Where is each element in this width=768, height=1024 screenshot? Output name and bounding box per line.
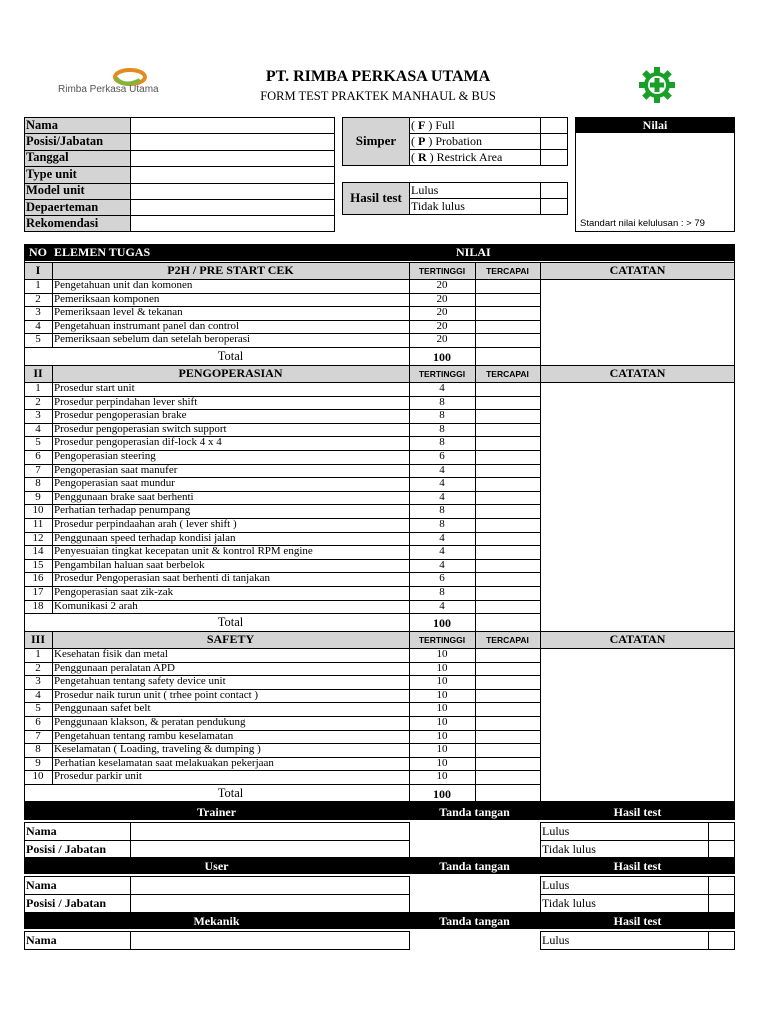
total-score-input[interactable] [476, 614, 539, 630]
item-no: 14 [32, 545, 44, 558]
item-text: Penggunaan peralatan APD [54, 661, 175, 674]
item-max-score: 10 [436, 716, 448, 728]
item-text: Prosedur start unit [54, 382, 135, 394]
item-max-score: 4 [439, 545, 445, 558]
item-score-input[interactable] [476, 546, 539, 559]
item-text: Prosedur perpindaahan arah ( lever shift ) [54, 518, 237, 530]
signoff-sign-label: Tanda tangan [439, 805, 510, 819]
item-score-input[interactable] [476, 560, 539, 573]
item-score-input[interactable] [476, 280, 539, 293]
signoff-field-label: Posisi / Jabatan [26, 896, 107, 910]
hasil-test-lulus: Lulus [411, 183, 439, 197]
item-score-input[interactable] [476, 307, 539, 320]
item-no: 2 [35, 395, 41, 408]
item-score-input[interactable] [476, 663, 539, 676]
item-score-input[interactable] [476, 437, 539, 450]
item-text: Pemeriksaan level & tekanan [54, 306, 183, 319]
item-max-score: 10 [436, 688, 448, 701]
signoff-field-input[interactable] [131, 895, 408, 911]
item-score-input[interactable] [476, 505, 539, 518]
total-value: 100 [433, 616, 451, 631]
signature-area[interactable] [409, 931, 541, 950]
item-score-input[interactable] [476, 731, 539, 744]
section-roman: III [30, 632, 45, 646]
total-label: Total [217, 349, 244, 363]
col-tercapai: TERCAPAI [486, 635, 529, 645]
hasil-test-label: Hasil test [350, 190, 402, 205]
item-score-input[interactable] [476, 424, 539, 437]
item-text: Pengetahuan tentang safety device unit [54, 675, 226, 688]
item-text: Pengetahuan unit dan komonen [54, 279, 193, 291]
item-score-input[interactable] [476, 334, 539, 347]
item-no: 7 [35, 729, 41, 742]
item-max-score: 8 [439, 436, 445, 449]
standard-note: Standart nilai kelulusan : > 79 [580, 218, 705, 229]
signoff-result-checkbox[interactable] [709, 841, 734, 857]
item-text: Penggunaan safet belt [54, 702, 151, 715]
total-score-input[interactable] [476, 348, 539, 364]
item-max-score: 8 [439, 395, 445, 408]
section-title: PENGOPERASIAN [178, 366, 283, 380]
item-max-score: 4 [439, 382, 445, 394]
item-text: Pengoperasian steering [54, 450, 156, 462]
main-header-nilai: NILAI [456, 245, 491, 259]
item-score-input[interactable] [476, 465, 539, 478]
item-score-input[interactable] [476, 321, 539, 334]
item-max-score: 10 [436, 648, 448, 660]
total-value: 100 [433, 787, 451, 801]
identity-label: Model unit [26, 183, 85, 198]
signoff-field-label: Nama [26, 878, 57, 892]
item-max-score: 8 [439, 518, 445, 530]
item-score-input[interactable] [476, 676, 539, 689]
item-score-input[interactable] [476, 492, 539, 505]
simper-option: ( R ) Restrick Area [411, 150, 503, 164]
signature-area[interactable] [409, 822, 541, 859]
signoff-result-checkbox[interactable] [709, 823, 734, 839]
section-title: SAFETY [206, 632, 255, 646]
item-text: Keselamatan ( Loading, traveling & dumping ) [54, 743, 261, 756]
signoff-result-option: Tidak lulus [542, 842, 596, 856]
item-no: 5 [35, 702, 41, 715]
item-text: Prosedur parkir unit [54, 770, 142, 783]
item-text: Perhatian keselamatan saat melakuakan pekerjaan [54, 756, 274, 769]
main-header [24, 244, 735, 261]
item-no: 9 [35, 756, 41, 769]
item-max-score: 10 [436, 770, 448, 783]
item-no: 3 [35, 409, 41, 422]
item-no: 4 [35, 688, 41, 701]
total-label: Total [217, 786, 244, 800]
item-max-score: 8 [439, 586, 445, 598]
item-max-score: 4 [439, 599, 445, 612]
item-no: 8 [35, 743, 41, 756]
signoff-field-label: Nama [26, 824, 57, 838]
item-no: 11 [32, 518, 44, 530]
col-catatan: CATATAN [609, 263, 666, 277]
item-no: 3 [35, 675, 41, 688]
item-score-input[interactable] [476, 717, 539, 730]
simper-checkbox[interactable] [541, 118, 567, 133]
item-text: Penggunaan speed terhadap kondisi jalan [54, 531, 236, 544]
item-max-score: 4 [439, 558, 445, 571]
identity-label: Type unit [26, 166, 77, 181]
item-no: 3 [35, 306, 41, 319]
item-text: Pemeriksaan sebelum dan setelah beroperasi [54, 333, 251, 346]
item-max-score: 4 [439, 531, 445, 544]
item-max-score: 4 [439, 477, 445, 490]
item-no: 9 [35, 490, 41, 503]
item-text: Penyesuaian tingkat kecepatan unit & kontrol RPM engine [54, 545, 313, 558]
item-no: 6 [35, 716, 41, 728]
safety-cross-icon [638, 66, 676, 109]
col-tercapai: TERCAPAI [486, 266, 529, 276]
signoff-result-label: Hasil test [613, 805, 662, 819]
item-score-input[interactable] [476, 744, 539, 757]
item-no: 12 [32, 531, 44, 544]
simper-label: Simper [355, 133, 397, 148]
signoff-result-option: Lulus [542, 878, 570, 892]
item-text: Penggunaan brake saat berhenti [54, 490, 194, 503]
item-no: 4 [35, 319, 41, 332]
item-score-input[interactable] [476, 703, 539, 716]
simper-option: ( P ) Probation [411, 134, 483, 148]
hasil-test-checkbox[interactable] [541, 199, 567, 214]
item-score-input[interactable] [476, 397, 539, 410]
catatan-area[interactable] [541, 280, 734, 364]
section-title: P2H / PRE START CEK [167, 263, 294, 277]
main-header-no: NO [29, 245, 47, 259]
item-text: Prosedur naik turun unit ( trhee point contact ) [54, 688, 259, 701]
item-text: Prosedur pengoperasian brake [54, 409, 187, 422]
nilai-box[interactable] [575, 117, 735, 232]
signoff-role: User [204, 859, 229, 873]
simper-checkbox[interactable] [541, 134, 567, 149]
section-roman: I [35, 263, 41, 277]
total-value: 100 [433, 350, 451, 364]
item-text: Kesehatan fisik dan metal [54, 648, 168, 660]
item-max-score: 8 [439, 409, 445, 422]
item-max-score: 10 [436, 702, 448, 715]
item-max-score: 8 [439, 422, 445, 435]
item-max-score: 4 [439, 490, 445, 503]
item-score-input[interactable] [476, 771, 539, 784]
item-no: 16 [32, 572, 44, 585]
item-max-score: 20 [436, 333, 448, 346]
identity-field[interactable] [131, 134, 334, 149]
simper-text: Restrick Area [436, 150, 503, 164]
signoff-field-label: Nama [26, 933, 57, 947]
item-max-score: 8 [439, 504, 445, 517]
identity-field[interactable] [131, 151, 334, 166]
signoff-result-label: Hasil test [613, 914, 662, 928]
simper-text: Full [435, 118, 455, 132]
form-title: FORM TEST PRAKTEK MANHAUL & BUS [260, 89, 496, 103]
hasil-test-checkbox[interactable] [541, 183, 567, 198]
item-text: Prosedur pengoperasian dif-lock 4 x 4 [54, 436, 222, 449]
signoff-role: Trainer [196, 805, 237, 819]
nilai-header: Nilai [576, 118, 734, 133]
simper-text: Probation [435, 134, 483, 148]
item-text: Perhatian terhadap penumpang [54, 504, 191, 517]
item-score-input[interactable] [476, 601, 539, 614]
item-no: 6 [35, 450, 41, 462]
item-no: 2 [35, 661, 41, 674]
identity-label: Nama [26, 117, 58, 132]
item-max-score: 6 [439, 572, 445, 585]
item-max-score: 6 [439, 450, 445, 462]
item-max-score: 4 [439, 463, 445, 476]
item-max-score: 20 [436, 319, 448, 332]
item-no: 8 [35, 477, 41, 490]
simper-option: ( F ) Full [411, 118, 455, 132]
item-max-score: 20 [436, 306, 448, 319]
item-score-input[interactable] [476, 478, 539, 491]
identity-label: Posisi/Jabatan [26, 133, 104, 148]
signoff-field-input[interactable] [131, 877, 408, 893]
item-max-score: 10 [436, 661, 448, 674]
signoff-sign-label: Tanda tangan [439, 914, 510, 928]
item-text: Prosedur pengoperasian switch support [54, 422, 227, 435]
item-score-input[interactable] [476, 758, 539, 771]
identity-label: Rekomendasi [26, 215, 99, 230]
item-text: Penggunaan klakson, & peratan pendukung [54, 716, 246, 728]
item-text: Pengoperasian saat zik-zak [54, 586, 174, 598]
item-max-score: 10 [436, 675, 448, 688]
item-max-score: 10 [436, 743, 448, 756]
item-text: Komunikasi 2 arah [54, 599, 138, 612]
item-score-input[interactable] [476, 690, 539, 703]
col-tercapai: TERCAPAI [486, 369, 529, 379]
item-no: 5 [35, 333, 41, 346]
item-no: 1 [35, 648, 41, 660]
item-text: Prosedur perpindahan lever shift [54, 395, 198, 408]
identity-field[interactable] [131, 216, 334, 231]
signoff-field-label: Posisi / Jabatan [26, 842, 107, 856]
item-no: 2 [35, 292, 41, 305]
item-no: 18 [32, 599, 44, 612]
item-max-score: 10 [436, 729, 448, 742]
signoff-result-checkbox[interactable] [709, 895, 734, 911]
simper-code: F [418, 118, 426, 132]
col-catatan: CATATAN [609, 632, 666, 646]
item-score-input[interactable] [476, 649, 539, 662]
section-roman: II [33, 366, 43, 380]
identity-field[interactable] [131, 118, 334, 133]
item-score-input[interactable] [476, 533, 539, 546]
simper-code: P [418, 134, 426, 148]
item-no: 17 [32, 586, 44, 598]
item-no: 15 [32, 558, 44, 571]
signoff-result-option: Lulus [542, 933, 570, 947]
col-catatan: CATATAN [609, 366, 666, 380]
col-tertinggi: TERTINGGI [418, 266, 466, 276]
signoff-field-input[interactable] [131, 841, 408, 857]
signoff-result-option: Tidak lulus [542, 896, 596, 910]
total-score-input[interactable] [476, 785, 539, 801]
hasil-test-tidak-lulus: Tidak lulus [411, 199, 465, 213]
signoff-result-checkbox[interactable] [709, 877, 734, 893]
signoff-result-label: Hasil test [613, 859, 662, 873]
company-name: PT. RIMBA PERKASA UTAMA [265, 68, 491, 85]
signature-area[interactable] [409, 876, 541, 913]
identity-field[interactable] [131, 200, 334, 215]
item-text: Pengambilan haluan saat berbelok [54, 558, 205, 571]
item-no: 4 [35, 422, 41, 435]
catatan-area[interactable] [541, 383, 734, 630]
item-no: 1 [35, 382, 41, 394]
item-no: 1 [35, 279, 41, 291]
catatan-area[interactable] [541, 649, 734, 801]
item-score-input[interactable] [476, 519, 539, 532]
signoff-sign-label: Tanda tangan [439, 859, 510, 873]
item-max-score: 20 [436, 279, 448, 291]
signoff-role: Mekanik [193, 914, 240, 928]
item-max-score: 20 [436, 292, 448, 305]
item-text: Pengetahuan tentang rambu keselamatan [54, 729, 234, 742]
item-score-input[interactable] [476, 410, 539, 423]
item-score-input[interactable] [476, 294, 539, 307]
total-label: Total [217, 615, 244, 630]
logo-text: Rimba Perkasa Utama [58, 84, 159, 95]
signoff-field-input[interactable] [131, 823, 408, 839]
signoff-field-input[interactable] [131, 932, 408, 948]
signoff-result-option: Lulus [542, 824, 570, 838]
item-max-score: 10 [436, 756, 448, 769]
col-tertinggi: TERTINGGI [418, 635, 466, 645]
item-no: 10 [32, 770, 44, 783]
item-text: Pengoperasian saat manufer [54, 463, 178, 476]
item-no: 7 [35, 463, 41, 476]
item-text: Pengoperasian saat mundur [54, 477, 175, 490]
main-header-elemen: ELEMEN TUGAS [54, 245, 151, 259]
item-text: Prosedur Pengoperasian saat berhenti di tanjakan [54, 572, 270, 585]
item-score-input[interactable] [476, 573, 539, 586]
col-tertinggi: TERTINGGI [418, 369, 466, 379]
item-score-input[interactable] [476, 451, 539, 464]
item-no: 10 [32, 504, 44, 517]
identity-field[interactable] [131, 167, 334, 182]
signoff-result-checkbox[interactable] [709, 932, 734, 948]
item-score-input[interactable] [476, 383, 539, 396]
item-text: Pengetahuan instrumant panel dan control [54, 319, 240, 332]
identity-label: Tanggal [26, 150, 69, 165]
item-score-input[interactable] [476, 587, 539, 600]
identity-label: Depaerteman [26, 199, 99, 214]
simper-code: R [418, 150, 427, 164]
item-no: 5 [35, 436, 41, 449]
item-text: Pemeriksaan komponen [54, 292, 160, 305]
identity-field[interactable] [131, 184, 334, 199]
simper-checkbox[interactable] [541, 150, 567, 165]
